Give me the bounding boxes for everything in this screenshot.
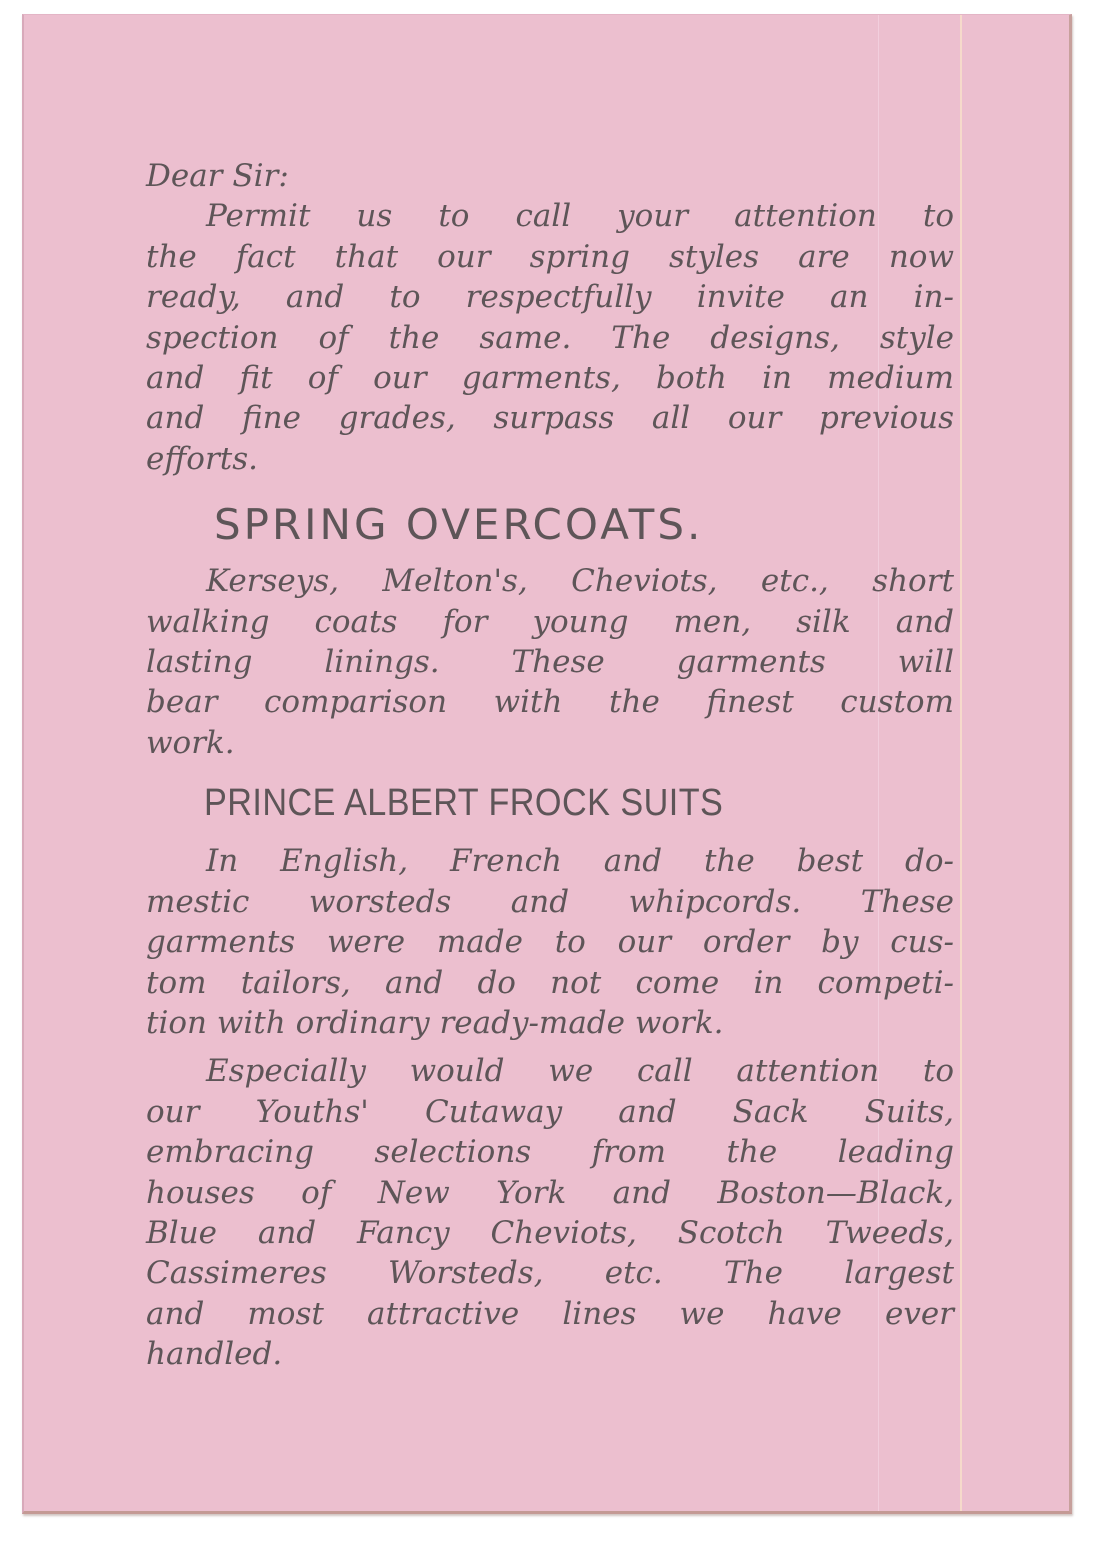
youths-line: Especially would we call attention to (206, 1053, 954, 1090)
intro-line: ready, and to respectfully invite an in- (146, 279, 954, 316)
suits-line: In English, French and the best do- (206, 843, 954, 880)
suits-line: tion with ordinary ready-made work. (146, 1004, 724, 1041)
suits-line: garments were made to our order by cus- (146, 924, 954, 961)
suits-paragraph (146, 841, 954, 1043)
heading-prince-albert-frock-suits: PRINCE ALBERT FROCK SUITS (204, 782, 724, 825)
heading-spring-overcoats: SPRING OVERCOATS. (214, 500, 704, 550)
overcoats-line: work. (146, 724, 235, 761)
intro-line: and fit of our garments, both in medium (146, 360, 954, 397)
youths-paragraph (146, 1051, 954, 1374)
letter-body (146, 156, 954, 1375)
youths-line: embracing selections from the leading (146, 1134, 954, 1171)
paragraph-gap (146, 1043, 954, 1051)
intro-line: efforts. (146, 440, 259, 477)
salutation: Dear Sir: (146, 158, 289, 194)
suits-line: mestic worsteds and whipcords. These (146, 883, 954, 920)
intro-line: and fine grades, surpass all our previous (146, 400, 954, 437)
overcoats-line: bear comparison with the finest custom (146, 684, 954, 721)
intro-line: the fact that our spring styles are now (146, 238, 954, 275)
intro-line: Permit us to call your attention to (206, 198, 954, 235)
overcoats-paragraph (146, 561, 954, 763)
overcoats-line: lasting linings. These garments will (146, 644, 954, 681)
overcoats-line: Kerseys, Melton's, Cheviots, etc., short (206, 563, 954, 600)
youths-line: Blue and Fancy Cheviots, Scotch Tweeds, (146, 1214, 954, 1251)
intro-line: spection of the same. The designs, style (146, 319, 954, 356)
youths-line: and most attractive lines we have ever (146, 1295, 954, 1332)
intro-paragraph (146, 196, 954, 479)
youths-line: our Youths' Cutaway and Sack Suits, (146, 1093, 954, 1130)
overcoats-line: walking coats for young men, silk and (146, 603, 954, 640)
card-crease (960, 15, 962, 1511)
suits-line: tom tailors, and do not come in competi- (146, 964, 954, 1001)
youths-line: houses of New York and Boston—Black, (146, 1174, 954, 1211)
youths-line: Cassimeres Worsteds, etc. The largest (146, 1255, 954, 1292)
youths-line: handled. (146, 1336, 283, 1373)
